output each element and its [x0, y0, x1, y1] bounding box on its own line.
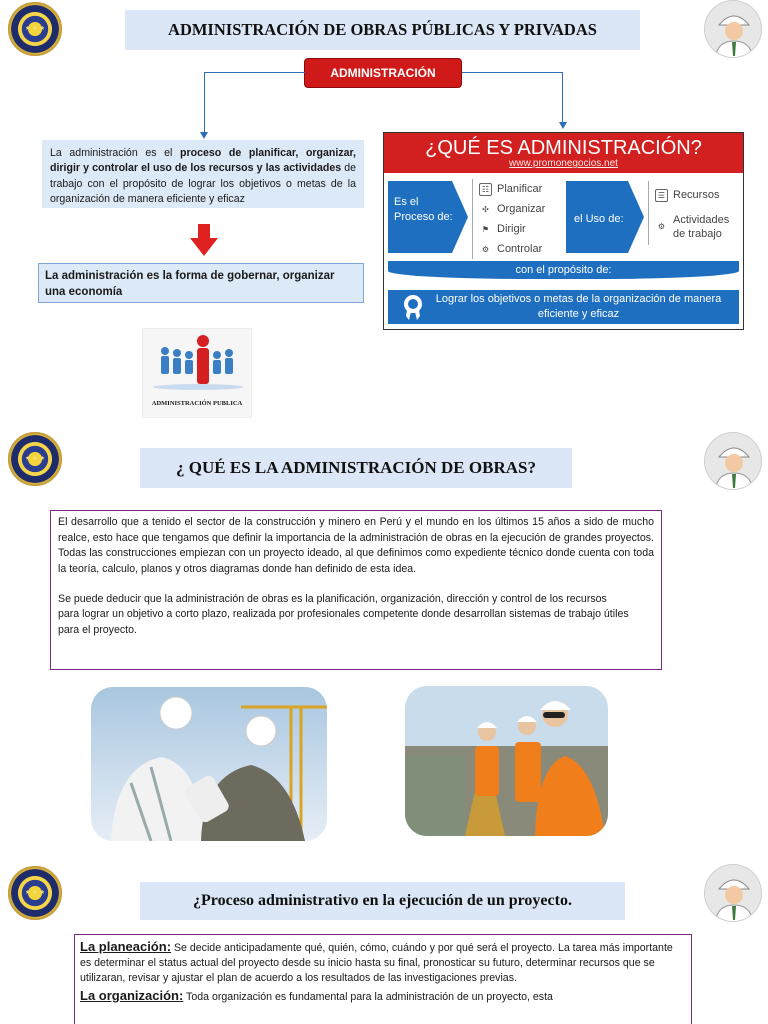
administracion-de-obras-text	[50, 510, 662, 670]
definition-box: La administración es el proceso de planificar, organizar, dirigir y controlar el uso de los recursos y las actividades de trabajo con el propósito de lograr los objetivos o metas de la organización de manera eficiente y eficaz	[42, 140, 364, 208]
proceso-administrativo-text	[74, 934, 692, 1024]
section-title: ¿Proceso administrativo en la ejecución de un proyecto.	[193, 892, 572, 909]
process-item: ☷ Planificar	[479, 179, 558, 199]
purpose-bar: con el propósito de:	[388, 261, 739, 279]
paragraph: Se puede deducir que la administración de obras es la planificación, organización, dirección y control de los recursos	[58, 592, 607, 605]
image-caption: ADMINISTRACIÓN PUBLICA	[151, 400, 243, 407]
process-item: ✣ Organizar	[479, 199, 558, 219]
network-icon: ✣	[482, 204, 489, 214]
paragraph: para el proyecto.	[58, 624, 137, 637]
planeacion-label: La planeación:	[80, 939, 172, 954]
university-seal-icon: ★ ★ ★	[8, 2, 62, 56]
university-seal-icon: ★ ★ ★	[8, 432, 62, 486]
process-item: ⚙ Controlar	[479, 239, 558, 259]
section-title: ¿ QUÉ ES LA ADMINISTRACIÓN DE OBRAS?	[176, 458, 536, 477]
medal-icon	[402, 294, 424, 320]
section-title-banner	[140, 448, 572, 488]
page-title: ADMINISTRACIÓN DE OBRAS PÚBLICAS Y PRIVADAS	[168, 20, 597, 39]
process-list	[472, 179, 558, 259]
resource-item: ⚙ Actividades de trabajo	[655, 209, 742, 245]
proceso-label: Es el Proceso de:	[394, 196, 453, 223]
goal-bar: Lograr los objetivos o metas de la organización de manera eficiente y eficaz	[388, 290, 739, 324]
process-item: ⚑ Dirigir	[479, 219, 558, 239]
organizacion-paragraph: La organización: Toda organización es fundamental para la administración de un proyecto, esta	[80, 987, 553, 1003]
que-es-administracion-infographic	[383, 132, 744, 330]
engineers-crane-photo	[91, 687, 327, 841]
infographic-header	[384, 133, 743, 173]
checklist-icon: ☷	[479, 183, 492, 196]
planeacion-paragraph: La planeación: Se decide anticipadamente qué, quién, cómo, cuándo y por qué será el proyecto. La tarea más importante es determinar el status actual del proyecto desde su inicio hasta su final, pronosticar su futuro, determinar recursos que se utilizaran, revisar y ajustar el plan de acuerdo a los resultados de las investigaciones previas.	[80, 939, 673, 985]
paragraph: El desarrollo que a tenido el sector de la construcción y minero en Perú y el mundo en los últimos 15 años a sido de mucho realce, esto hace que tengamos que definir la importancia de la administración de obras en la ejecución de grandes proyectos. Todas las construcciones empiezan con un proyecto ideado, al que definimos como expediente técnico donde cuenta con toda la teoría, calculo, planos y otros diagramas donde han definido de esta idea.	[58, 516, 654, 576]
infographic-title: ¿QUÉ ES ADMINISTRACIÓN?	[425, 137, 702, 159]
gears-icon: ⚙	[481, 244, 490, 254]
economy-box: La administración es la forma de gobernar, organizar una economía	[38, 263, 364, 303]
connector-arrowheads	[0, 0, 768, 140]
section-title-banner	[140, 882, 625, 920]
engineer-avatar-icon	[704, 864, 762, 922]
resources-list	[648, 181, 742, 245]
university-seal-icon: ★ ★ ★	[8, 866, 62, 920]
document-list-icon: ☰	[655, 189, 668, 202]
engineer-avatar-icon	[704, 432, 762, 490]
red-down-arrow-icon	[190, 224, 218, 256]
public-administration-image	[142, 328, 252, 418]
paragraph: para lograr un objetivo a corto plazo, realizada por profesionales competente donde desarrollan sistemas de trabajo útiles	[58, 608, 629, 621]
organizacion-label: La organización:	[80, 987, 184, 1003]
administracion-tag: ADMINISTRACIÓN	[304, 58, 462, 88]
resource-item: ☰ Recursos	[655, 181, 742, 209]
flag-icon: ⚑	[481, 224, 490, 234]
infographic-url: www.promonegocios.net	[509, 158, 618, 169]
workflow-icon: ⚙	[657, 221, 666, 231]
construction-workers-photo	[405, 686, 608, 836]
uso-label: el Uso de:	[574, 213, 624, 225]
